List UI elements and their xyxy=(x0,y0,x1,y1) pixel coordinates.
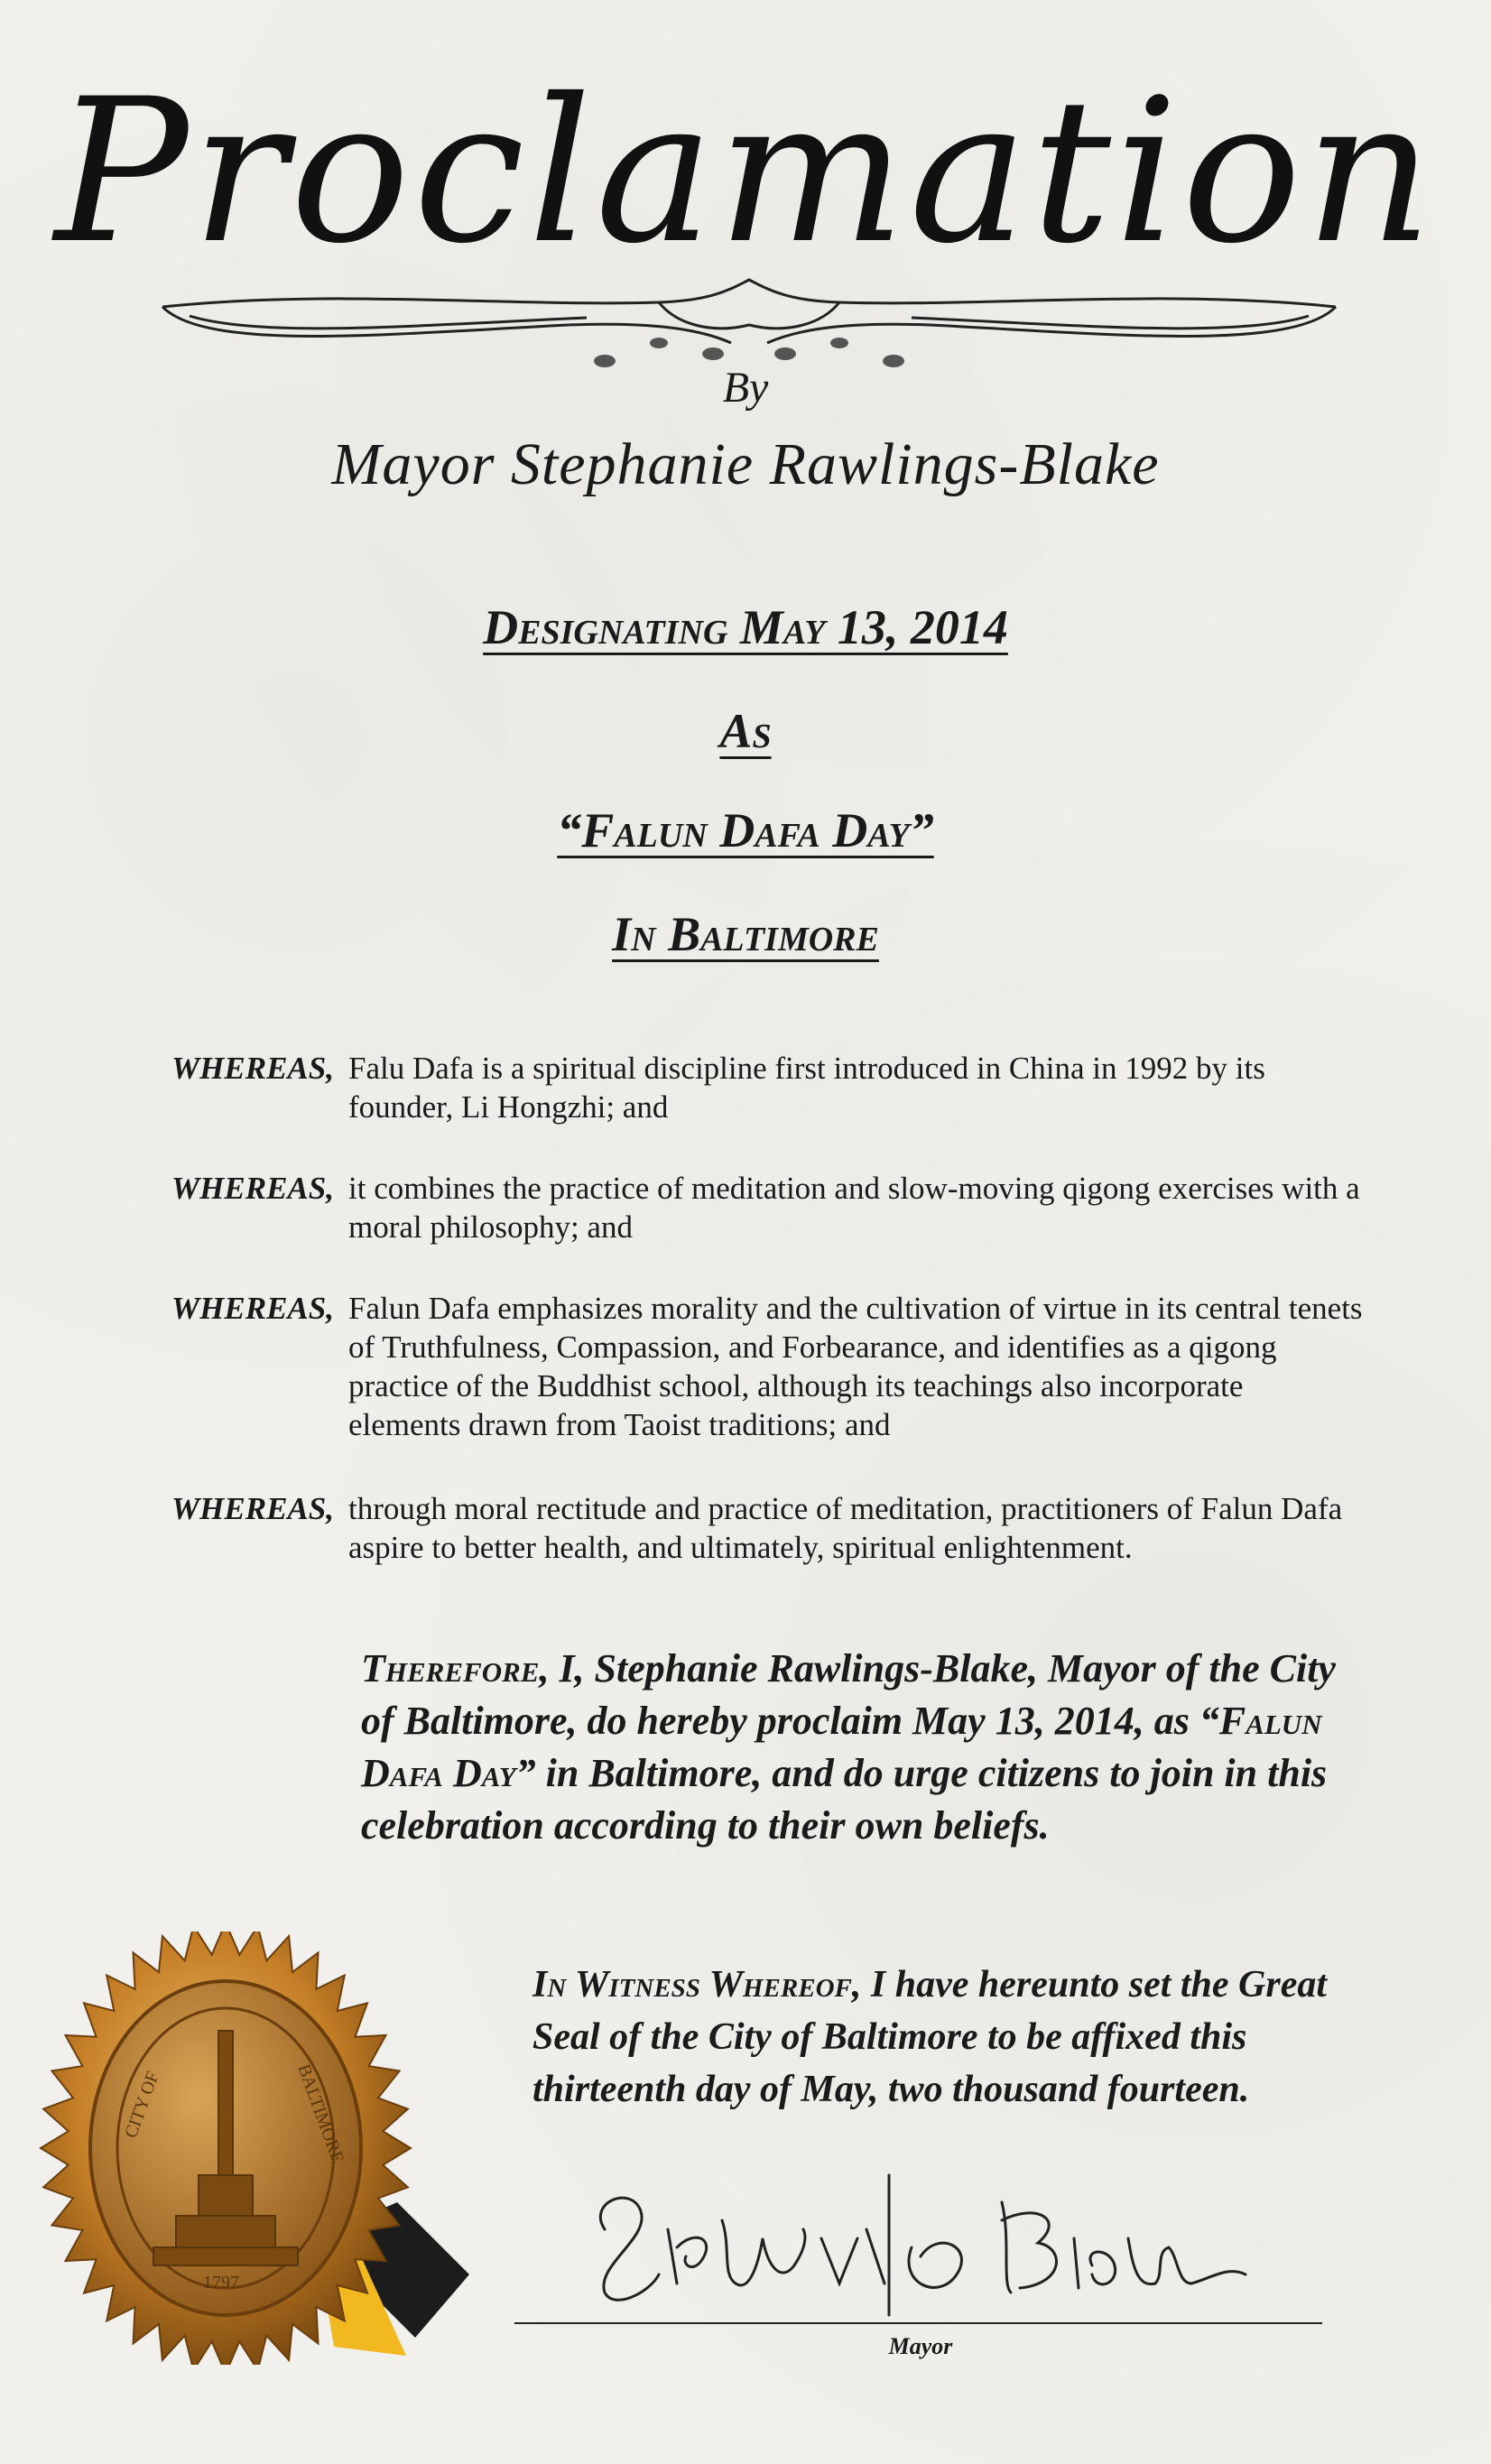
witness-paragraph xyxy=(532,1959,1381,2116)
by-line: By xyxy=(722,364,769,412)
therefore-day: Falun Dafa Day xyxy=(361,1699,1322,1795)
therefore-text-1: I, Stephanie Rawlings-Blake, Mayor of the City of Baltimore, do hereby proclaim May 13, 2014, as “ xyxy=(361,1646,1336,1743)
whereas-label: WHEREAS, xyxy=(171,1291,334,1326)
heading-as: As xyxy=(719,704,772,758)
mayor-signature xyxy=(578,2166,1264,2320)
heading-day-name: “Falun Dafa Day” xyxy=(557,803,934,857)
therefore-lead: Therefore, xyxy=(361,1646,550,1691)
whereas-label: WHEREAS, xyxy=(171,1171,334,1206)
city-seal-icon xyxy=(18,1931,487,2365)
heading-location: In Baltimore xyxy=(612,907,879,961)
heading-designating: Designating May 13, 2014 xyxy=(483,600,1008,654)
whereas-text: through moral rectitude and practice of meditation, practitioners of Falun Dafa aspire to better health, and ultimately, spiritual enlightenment. xyxy=(348,1491,1343,1565)
whereas-label: WHEREAS, xyxy=(171,1491,334,1526)
seal-city-text: CITY OF xyxy=(121,2069,163,2141)
whereas-text: it combines the practice of meditation and slow-moving qigong exercises with a moral philosophy; and xyxy=(348,1171,1360,1245)
whereas-clause xyxy=(135,1289,1363,1444)
whereas-clause xyxy=(135,1169,1363,1246)
witness-lead: In Witness Whereof, xyxy=(532,1964,862,2005)
whereas-text: Falun Dafa emphasizes morality and the cultivation of virtue in its central tenets of Truthfulness, Compassion, and Forbearance, and identifies as a qigong practice of the Buddhist school, although its teachings also incorporate elements drawn from Taoist traditions; and xyxy=(348,1291,1363,1442)
proclamation-title: Proclamation xyxy=(54,56,1437,287)
therefore-text-2: ” in Baltimore, and do urge citizens to join in this celebration according to their own beliefs. xyxy=(361,1751,1328,1848)
therefore-paragraph xyxy=(361,1643,1354,1852)
seal-name-text: BALTIMORE xyxy=(293,2061,348,2166)
witness-text: I have hereunto set the Great Seal of the City of Baltimore to be affixed this thirteenth day of May, two thousand fourteen. xyxy=(532,1964,1328,2110)
issuer-name: Mayor Stephanie Rawlings-Blake xyxy=(331,431,1160,497)
signature-label: Mayor xyxy=(888,2333,953,2359)
whereas-label: WHEREAS, xyxy=(171,1051,334,1086)
whereas-text: Falu Dafa is a spiritual discipline first introduced in China in 1992 by its founder, Li Hongzhi; and xyxy=(348,1051,1265,1125)
signature-line xyxy=(514,2322,1322,2324)
whereas-clause xyxy=(135,1049,1363,1126)
whereas-clause xyxy=(135,1489,1363,1567)
seal-year: 1797 xyxy=(203,2273,239,2293)
